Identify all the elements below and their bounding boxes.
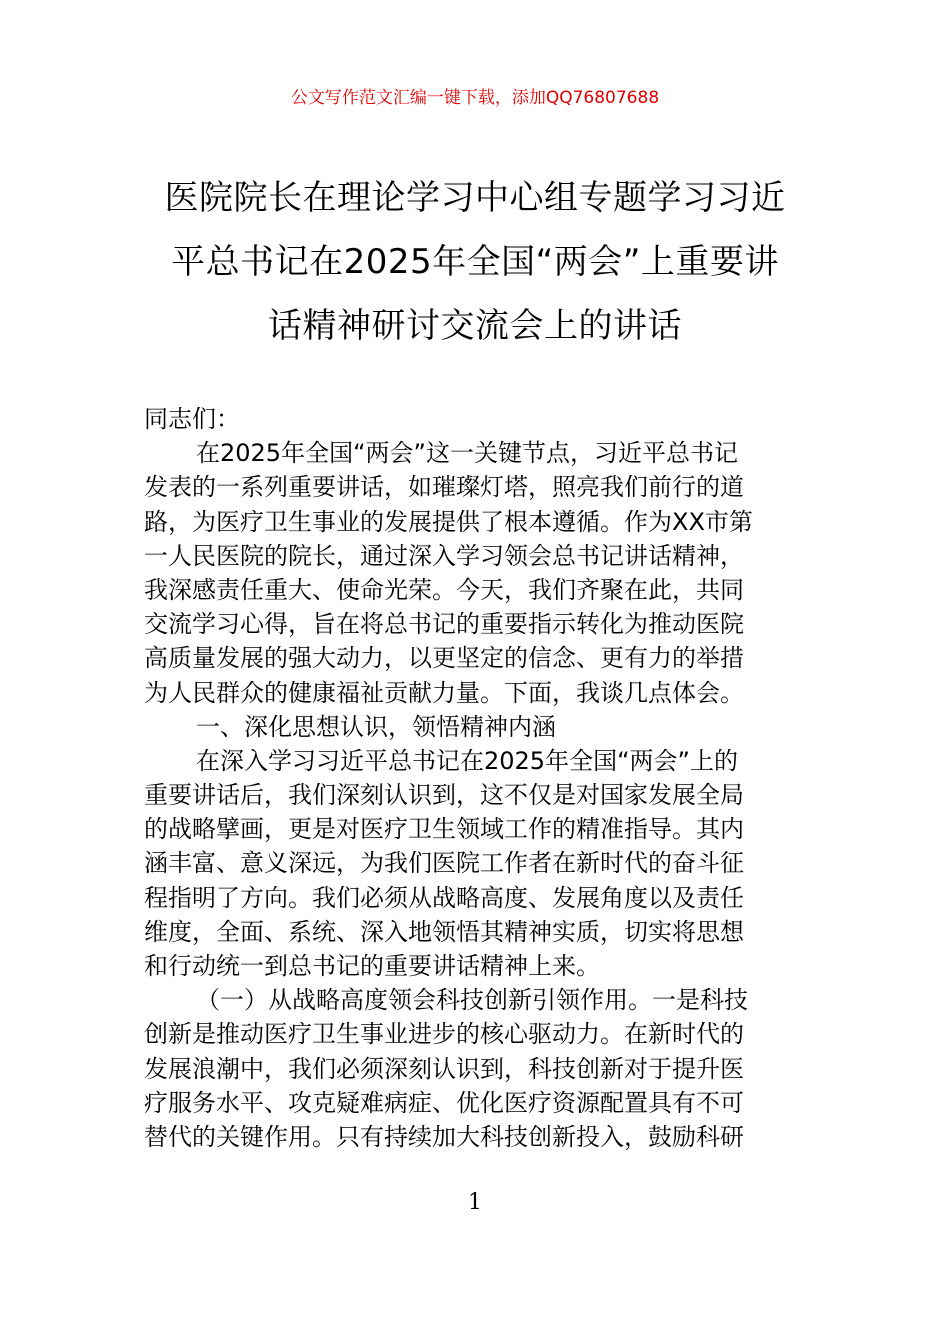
body-line: 和行动统一到总书记的重要讲话精神上来。 bbox=[144, 952, 600, 980]
document-title bbox=[140, 166, 810, 358]
title-line-1: 医院院长在理论学习中心组专题学习习近 bbox=[164, 178, 786, 218]
body-line: 在深入学习习近平总书记在2025年全国“两会”上的 bbox=[196, 746, 738, 775]
title-line-3: 话精神研讨交流会上的讲话 bbox=[268, 306, 682, 346]
body-line: 的战略擘画，更是对医疗卫生领域工作的精准指导。其内 bbox=[144, 815, 744, 844]
body-line: 在2025年全国“两会”这一关键节点，习近平总书记 bbox=[196, 439, 738, 468]
title-line-2: 平总书记在2025年全国“两会”上重要讲 bbox=[171, 242, 779, 282]
body-line: 高质量发展的强大动力，以更坚定的信念、更有力的举措 bbox=[144, 644, 744, 673]
page-number: 1 bbox=[468, 1190, 482, 1215]
body-line: 疗服务水平、攻克疑难病症、优化医疗资源配置具有不可 bbox=[144, 1088, 744, 1117]
body-line: 交流学习心得，旨在将总书记的重要指示转化为推动医院 bbox=[144, 610, 744, 639]
body-line: 发展浪潮中，我们必须深刻认识到，科技创新对于提升医 bbox=[144, 1054, 744, 1083]
body-line: 替代的关键作用。只有持续加大科技创新投入，鼓励科研 bbox=[144, 1122, 744, 1151]
subsection-line: （一）从战略高度领会科技创新引领作用。一是科技 bbox=[196, 986, 748, 1015]
body-line: 发表的一系列重要讲话，如璀璨灯塔，照亮我们前行的道 bbox=[144, 473, 744, 502]
body-line: 我深感责任重大、使命光荣。今天，我们齐聚在此，共同 bbox=[144, 575, 744, 604]
body-line: 程指明了方向。我们必须从战略高度、发展角度以及责任 bbox=[144, 883, 744, 912]
body-line: 涵丰富、意义深远，为我们医院工作者在新时代的奋斗征 bbox=[144, 849, 744, 878]
document-body bbox=[144, 402, 808, 1154]
body-line: 一人民医院的院长，通过深入学习领会总书记讲话精神， bbox=[144, 541, 744, 570]
body-line: 维度，全面、系统、深入地领悟其精神实质，切实将思想 bbox=[144, 917, 744, 946]
salutation: 同志们： bbox=[144, 405, 240, 433]
section-heading: 一、深化思想认识，领悟精神内涵 bbox=[196, 712, 556, 741]
body-line: 为人民群众的健康福祉贡献力量。下面，我谈几点体会。 bbox=[144, 678, 744, 707]
body-line: 创新是推动医疗卫生事业进步的核心驱动力。在新时代的 bbox=[144, 1020, 744, 1049]
body-line: 重要讲话后，我们深刻认识到，这不仅是对国家发展全局 bbox=[144, 781, 744, 810]
download-notice: 公文写作范文汇编一键下载，添加QQ76807688 bbox=[290, 88, 660, 108]
body-line: 路，为医疗卫生事业的发展提供了根本遵循。作为XX市第 bbox=[144, 507, 753, 536]
